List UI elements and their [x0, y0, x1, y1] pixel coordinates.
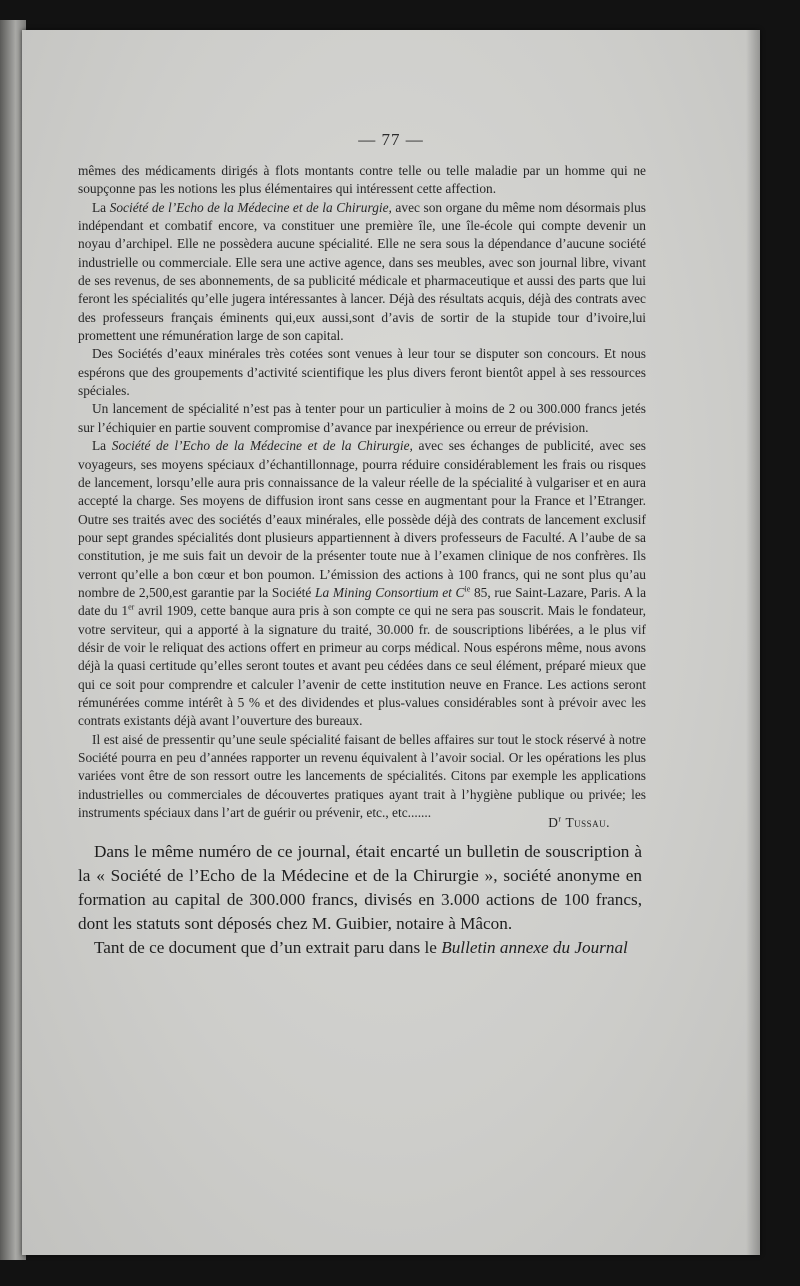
superscript-er: er — [128, 602, 135, 612]
paragraph-3: Des Sociétés d’eaux minérales très cotées sont venues à leur tour se disputer son concours. Et nous espérons que des groupements d’activité scientifique les plus divers feront bientôt appel à ses ressources spéciales. — [78, 346, 646, 399]
signature-title: D — [548, 815, 559, 830]
paragraph-5-middle: avec ses échanges de publicité, avec ses voyageurs, ses moyens spéciaux d’échantillonnage, pourra réduire considérablement les frais ou risques de lancement, lorsqu’elle aura pris connaissance de la valeur réelle de la spécialité à vulgariser et en aura accepté la charge. Ses moyens de diffusion iront sans cesse en augmentant pour la France et l’Etranger. Outre ses traités avec des sociétés d’eaux minérales, elle possède déjà des contrats de lancement exclusif pour sept grandes spécialités dont plusieurs appartiennent à divers professeurs de Faculté. A l’aube de sa constitution, je me suis fait un devoir de la présenter toute nue à l’examen clinique de nos confrères. Ils verront qu’elle a bon cœur et bon poumon. L’émission des actions à 100 francs, qui ne sont plus qu’au nombre de 2,500,est garantie par la Société — [78, 438, 646, 600]
paragraph-2-start: La — [92, 199, 110, 215]
paragraph-5 — [78, 437, 646, 731]
bank-name-italic: La Mining Consortium et C — [315, 584, 465, 600]
superscript-ie: ie — [464, 584, 471, 594]
bulletin-title-italic: Bulletin annexe du Journal — [441, 938, 628, 957]
author-signature — [78, 815, 610, 831]
page-binding-shadow — [746, 30, 760, 1255]
commentary-text — [78, 840, 642, 960]
commentary-paragraph-2-start: Tant de ce document que d’un extrait paru dans le — [94, 938, 442, 957]
paragraph-4: Un lancement de spécialité n’est pas à tenter pour un particulier à moins de 2 ou 300.000 francs jetés sur l’échiquier en partie souvent compromise d’avance par inexpérience ou erreur de prévision. — [78, 401, 646, 435]
article-body — [78, 162, 646, 822]
signature-name: Tussau. — [565, 815, 610, 830]
society-name-italic-2: Société de l’Echo de la Médecine et de la Chirurgie, — [111, 438, 413, 454]
paragraph-5-address: 85, rue Saint-Lazare, Paris. A la date du 1 — [78, 584, 647, 619]
commentary-paragraph-2 — [78, 936, 642, 960]
paragraph-6: Il est aisé de pressentir qu’une seule spécialité faisant de belles affaires sur tout le stock réservé à notre Société pourra en peu d’années rapporter un revenu équivalent à l’avoir social. Or les opérations les plus variées vont être de son ressort outre les lancements de spécialités. Citons par exemple les applications industrielles ou commerciales de découvertes pratiques ayant trait à l’hygiène publique ou privée; les instruments spéciaux dans l’art de guérir ou prévenir, etc., etc....... — [78, 731, 646, 821]
paragraph-2-rest: avec son organe du même nom désormais plus indépendant et combatif encore, va constituer une première île, une île-école qui compte devenir un noyau d’archipel. Elle ne possèdera aucune spécialité. Elle ne sera sous la dépendance d’aucune société industrielle ou commerciale. Elle sera une active agence, dans ses meubles, avec son journal libre, vivant de ses revenus, de ses abonnements, de sa publicité médicale et pharmaceutique et aussi des parts que lui feront les spécialités qu’elle jugera intéressantes à lancer. Déjà des résultats acquis, déjà des contrats avec des professeurs français éminents qui,eux aussi,sont d’avis de sortir de la stupide tour d’ivoire,lui promettent une rémunération large de son capital. — [78, 199, 646, 344]
paragraph-1: mêmes des médicaments dirigés à flots montants contre telle ou telle maladie par un homme qui ne soupçonne pas les notions les plus élémentaires qui intéressent cette affection. — [78, 163, 646, 197]
page-number: — 77 — — [358, 130, 424, 149]
paragraph-5-start: La — [92, 438, 112, 454]
document-page — [22, 30, 760, 1255]
signature-title-sup: r — [558, 814, 562, 824]
paragraph-2 — [78, 199, 646, 346]
society-name-italic: Société de l’Echo de la Médecine et de la Chirurgie, — [109, 199, 392, 215]
commentary-paragraph-1: Dans le même numéro de ce journal, était encarté un bulletin de souscription à la « Société de l’Echo de la Médecine et de la Chirurgie », société anonyme en formation au capital de 300.000 francs, divisés en 3.000 actions de 100 francs, dont les statuts sont déposés chez M. Guibier, notaire à Mâcon. — [78, 842, 642, 933]
paragraph-5-rest: avril 1909, cette banque aura pris à son compte ce qui ne sera pas souscrit. Mais le fondateur, votre serviteur, qui a apporté à la signature du traité, 30.000 fr. de souscriptions libérées, a le plus vif désir de voir le reliquat des actions offert en primeur au corps médical. Nous espérons même, nous avons déjà la quasi certitude qu’elles seront toutes et avant peu cédées dans ce seul élément, préparé mieux que qui ce soit pour comprendre et calculer l’avenir de cette institution neuve en France. Les actions seront rémunérées comme intérêt à 5 % et des dividendes et plus-values considérables sont à prévoir avec les contrats existants déjà avant l’ouverture des bureaux. — [78, 603, 647, 729]
